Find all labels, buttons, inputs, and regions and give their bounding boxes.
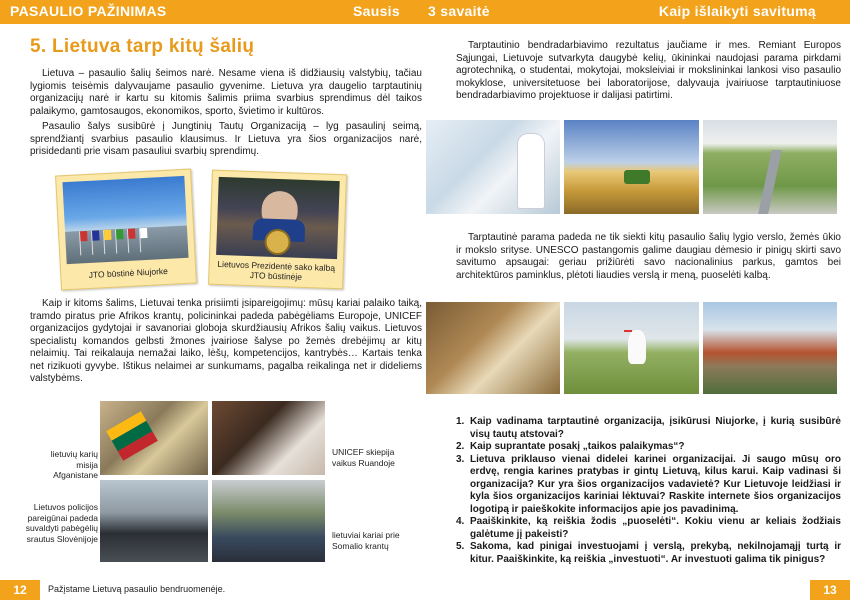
photo-frame-president [208, 170, 347, 290]
soldiers-somalia-image [212, 480, 325, 562]
lithuanian-flag-icon [106, 411, 158, 460]
question-list [456, 416, 841, 566]
page-number-right: 13 [810, 580, 850, 600]
un-emblem-icon [264, 229, 291, 256]
question-number: 4. [456, 516, 465, 527]
question-item [456, 441, 841, 454]
weaver-image [426, 302, 560, 394]
header-subject: PASAULIO PAŽINIMAS [10, 3, 167, 19]
paragraph-obligations: Kaip ir kitoms šalims, Lietuvai tenka prisiimti įsipareigojimų: mūsų kariai palaiko taiką, tramdo piratus prie Afrikos krantų, policininkai padeda pabėgėliams Europoje, UNICEF organizacijos gydytojai ir savanoriai globoja skurdžiausių Afrikos šalių vaikus. Lietuvos specialistų komandos gelbsti žmones įvairiose šalyse po žemės drebėjimų ar kitų nelaimių. Tai reikalauja nemažai laiko, lėšų, kompetencijos, kantrybės… Kartais tenka net rizikuoti gyvybe. Ištikus nelaimei ar sunkumams, pagalba reikalinga net ir dideliems valstybėms. [30, 298, 422, 384]
question-number: 3. [456, 453, 465, 465]
old-town-image [703, 302, 837, 394]
question-text: Sakoma, kad pinigai investuojami į verslą, prekybą, nekilnojamąjį turtą ir kitur. Paaiškinkite, ką reiškia „investuoti“. Ar investuoti galima tik pinigus? [470, 541, 841, 565]
question-item [456, 454, 841, 517]
un-headquarters-image [62, 176, 188, 264]
police-officers-image [100, 480, 208, 562]
laboratory-image [426, 120, 560, 214]
question-number: 5. [456, 541, 465, 552]
question-text: Lietuva priklauso vienai didelei karinei organizacijai. Ji saugo mūsų oro erdvę, rengia karines pratybas ir gintų Lietuvą, kilus karui. Kaip vadinasi ši organizacija? Kur yra šios organizacijos vadavietė? Kur Lietuvoje leidžiasi ir kyla šios organizacijos kariniai lėktuvai? Raskite internete šios organizacijos logotipą ir paieškokite informacijos apie jos pavadinimą. [470, 453, 841, 515]
paragraph-cooperation: Tarptautinio bendradarbiavimo rezultatus jaučiame ir mes. Remiant Europos Sąjungai, Lietuvoje sutvarkyta daugybė kelių, ūkininkai naudojasi parama pirkdami agrotechniką, o studentai, mokytojai, moksleiviai ir mokslininkai lankosi viso pasaulio mokyklose, universitetuose bei laboratorijose, dalyvauja įvairiuose tarptautiniuose bendradarbiavimo projektuose ir dalijasi patirtimi. [456, 40, 841, 101]
unicef-child-image [212, 401, 325, 475]
caption-un-hq: JTO būstinė Niujorke [88, 265, 169, 281]
caption-afghanistan: lietuvių karių misija Afganistane [50, 449, 98, 480]
harvest-field-image [564, 120, 699, 214]
paragraph-intro: Lietuva – pasaulio šalių šeimos narė. Nesame viena iš didžiausių valstybių, tačiau lygiomis teisėmis dalyvaujame pasaulio gyvenime. Lietuva yra daugelio tarptautinių organizacijų narė ir kartu su kitomis šalimis priima svarbius sprendimus dėl taikos palaikymo, gamtosaugos, ekonomikos, sporto, švietimo ir kultūros. [30, 68, 422, 117]
afghanistan-mission-image [100, 401, 208, 475]
photo-frame-un-hq [55, 169, 197, 291]
page-title: 5. Lietuva tarp kitų šalių [30, 36, 255, 57]
stork-beak [624, 330, 632, 332]
header-bar [0, 0, 850, 24]
caption-somalia: lietuviai kariai prie Somalio krantų [332, 530, 400, 551]
header-month: Sausis [353, 3, 400, 19]
stork-figure [628, 330, 646, 364]
stork-image [564, 302, 699, 394]
question-text: Kaip vadinama tarptautinė organizacija, įsikūrusi Niujorke, į kurią susibūrė visų tautų atstovai? [470, 416, 841, 440]
header-week: 3 savaitė [428, 3, 490, 19]
combine-harvester-icon [624, 170, 650, 184]
question-number: 2. [456, 441, 465, 452]
road-shape [758, 150, 782, 214]
question-item [456, 541, 841, 566]
question-item [456, 516, 841, 541]
footer-caption: Pažįstame Lietuvą pasaulio bendruomenėje. [48, 584, 226, 594]
page-number-left: 12 [0, 580, 40, 600]
president-speech-image [216, 177, 340, 259]
question-text: Kaip suprantate posakį „taikos palaikymas“? [470, 441, 685, 452]
paragraph-unesco: Tarptautinė parama padeda ne tik siekti kitų pasaulio šalių lygio verslo, žemės ūkio ir mokslo srityse. UNESCO pastangomis galime daugiau dėmesio ir pinigų skirti savo savitumo apsaugai: geriau prižiūrėti savo nacionalinius parkus, gamtos bei architektūros paminklus, plėtoti liaudies verslą ir meną, puoselėti kalbą. [456, 232, 841, 281]
caption-unicef: UNICEF skiepija vaikus Ruandoje [332, 447, 395, 468]
header-topic: Kaip išlaikyti savitumą [658, 3, 816, 19]
paragraph-un: Pasaulio šalys susibūrė į Jungtinių Tautų Organizaciją – lyg pasaulinį seimą, sprendžiantį svarbius pasaulio klausimus. Ir Lietuva yra šios organizacijos narė, prisidedanti prie visam pasauliui svarbių sprendimų. [30, 121, 422, 157]
highway-image [703, 120, 837, 214]
scientist-figure [518, 134, 544, 208]
question-number: 1. [456, 416, 465, 427]
caption-police: Lietuvos policijos pareigūnai padeda suvaldyti pabėgėlių srautus Slovėnijoje [25, 502, 98, 544]
caption-president: Lietuvos Prezidentė sako kalbą JTO būstinėje [217, 258, 336, 282]
question-text: Paaiškinkite, ką reiškia žodis „puoselėti“. Kokiu vienu ar keliais žodžiais galėtume jį pakeisti? [470, 516, 841, 540]
question-item [456, 416, 841, 441]
